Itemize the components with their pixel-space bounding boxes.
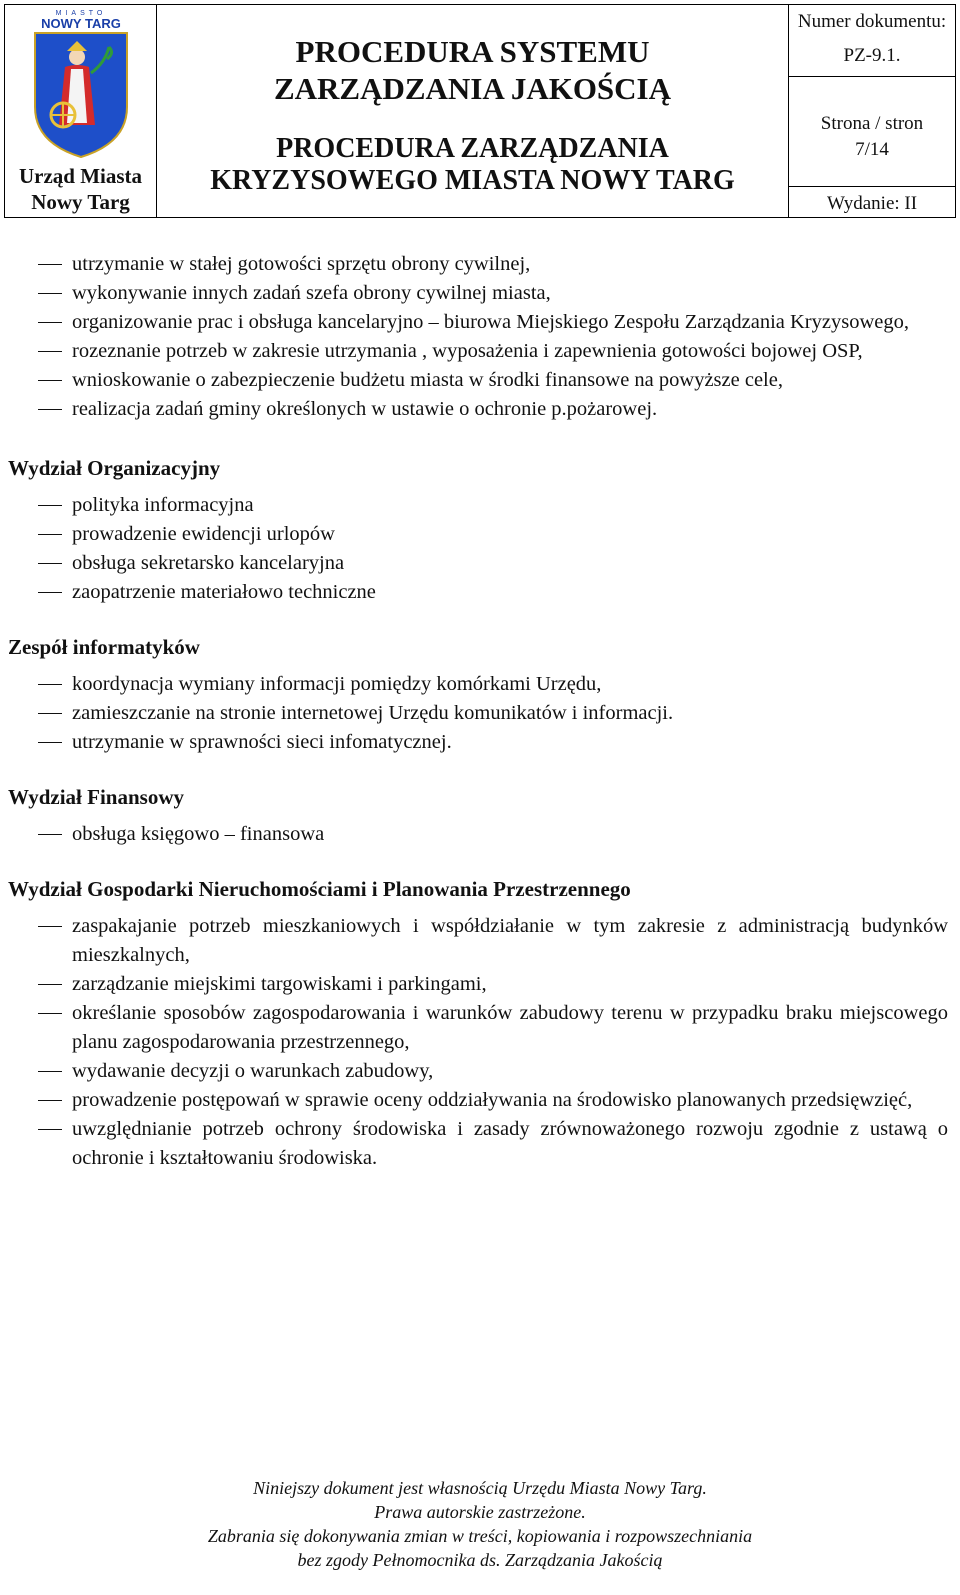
real-estate-list [8, 912, 948, 1173]
list-item: prowadzenie ewidencji urlopów [8, 520, 948, 549]
document-body [8, 250, 948, 1173]
header-logo-cell [5, 5, 157, 217]
list-item: utrzymanie w stałej gotowości sprzętu obrony cywilnej, [8, 250, 948, 279]
header-meta-cell [789, 5, 955, 217]
section-title-real-estate: Wydział Gospodarki Nieruchomościami i Planowania Przestrzennego [8, 877, 631, 901]
finance-list [8, 820, 948, 849]
it-team-list [8, 670, 948, 757]
list-item: zamieszczanie na stronie internetowej Urzędu komunikatów i informacji. [8, 699, 948, 728]
copyright-footer: Niniejszy dokument jest własnością Urzędu Miasta Nowy Targ. Prawa autorskie zastrzeżone. Zabrania się dokonywania zmian w treści, kopiowania i rozpowszechniania bez zgody Pełnomocnika ds. Zarządzania Jakością [207, 1478, 753, 1570]
procedure-system-title: PROCEDURA SYSTEMU ZARZĄDZANIA JAKOŚCIĄ [273, 34, 672, 106]
list-item: określanie sposobów zagospodarowania i warunków zabudowy terenu w przypadku braku miejscowego planu zagospodarowania przestrzennego, [8, 999, 948, 1057]
edition: Wydanie: II [826, 193, 918, 214]
list-item: wykonywanie innych zadań szefa obrony cywilnej miasta, [8, 279, 948, 308]
list-item: rozeznanie potrzeb w zakresie utrzymania , wyposażenia i zapewnienia gotowości bojowej OSP, [8, 337, 948, 366]
list-item: zaopatrzenie materiałowo techniczne [8, 578, 948, 607]
list-item: zaspakajanie potrzeb mieszkaniowych i współdziałanie w tym zakresie z administracją budynków mieszkalnych, [8, 912, 948, 970]
list-item: polityka informacyjna [8, 491, 948, 520]
crest-caption: MIASTO [55, 10, 107, 17]
list-item: realizacja zadań gminy określonych w ustawie o ochronie p.pożarowej. [8, 395, 948, 424]
list-item: utrzymanie w sprawności sieci infomatycznej. [8, 728, 948, 757]
section-title-it-team: Zespół informatyków [8, 635, 200, 659]
list-item: uwzględnianie potrzeb ochrony środowiska i zasady zrównoważonego rozwoju zgodnie z ustawą o ochronie i kształtowaniu środowiska. [8, 1115, 948, 1173]
list-item: organizowanie prac i obsługa kancelaryjno – biurowa Miejskiego Zespołu Zarządzania Kryzysowego, [8, 308, 948, 337]
document-header [4, 4, 956, 218]
section-title-organizational: Wydział Organizacyjny [8, 456, 221, 480]
organization-name: Urząd Miasta Nowy Targ [18, 164, 143, 214]
list-item: obsługa księgowo – finansowa [8, 820, 948, 849]
list-item: obsługa sekretarsko kancelaryjna [8, 549, 948, 578]
page-counter: Strona / stron 7/14 [789, 77, 955, 187]
list-item: wnioskowanie o zabezpieczenie budżetu miasta w środki finansowe na powyższe cele, [8, 366, 948, 395]
list-item: zarządzanie miejskimi targowiskami i parkingami, [8, 970, 948, 999]
city-crest-icon [29, 7, 133, 159]
list-item: koordynacja wymiany informacji pomiędzy komórkami Urzędu, [8, 670, 948, 699]
organizational-list [8, 491, 948, 607]
document-number: Numer dokumentu: PZ-9.1. [789, 5, 955, 77]
header-title-cell [157, 5, 789, 217]
crest-banner: NOWY TARG [41, 16, 121, 31]
procedure-title: PROCEDURA ZARZĄDZANIA KRYZYSOWEGO MIASTA NOWY TARG [210, 133, 735, 196]
list-item: wydawanie decyzji o warunkach zabudowy, [8, 1057, 948, 1086]
intro-list [8, 250, 948, 424]
section-title-finance: Wydział Finansowy [8, 785, 184, 809]
list-item: prowadzenie postępowań w sprawie oceny oddziaływania na środowisko planowanych przedsięwzięć, [8, 1086, 948, 1115]
